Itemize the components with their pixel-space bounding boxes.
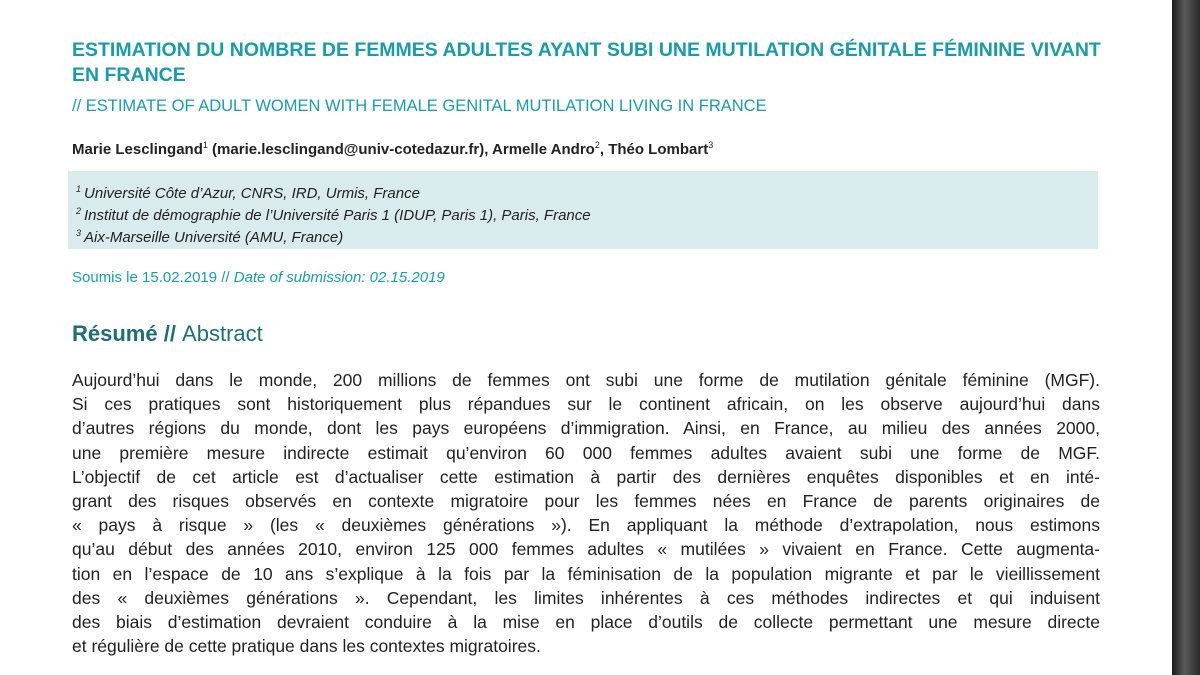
- author-name: Armelle Andro: [492, 141, 595, 158]
- abstract-line: d’autres régions du monde, dont les pays européens d’immigration. Ainsi, en France, au milieu des années 2000,: [72, 418, 1100, 439]
- author-name: Marie Lesclingand: [72, 141, 203, 158]
- author-contact: (marie.lesclingand@univ-cotedazur.fr),: [207, 141, 493, 158]
- abstract-line: des biais d’estimation devraient conduire à la mise en place d’outils de collecte permettant une mesure directe: [72, 612, 1100, 633]
- affiliation-item: [76, 224, 1086, 247]
- abstract-line: L’objectif de cet article est d’actualiser cette estimation à partir des dernières enquêtes disponibles et en inté-: [72, 466, 1100, 487]
- abstract-heading-separator: //: [157, 321, 183, 346]
- article-title-en: // ESTIMATE OF ADULT WOMEN WITH FEMALE GENITAL MUTILATION LIVING IN FRANCE: [72, 97, 767, 115]
- author-list: [72, 135, 1132, 160]
- affiliation-text: Institut de démographie de l’Université Paris 1 (IDUP, Paris 1), Paris, France: [84, 207, 591, 224]
- affiliation-number: 2: [76, 206, 82, 216]
- abstract-heading-en: Abstract: [182, 321, 263, 346]
- affiliation-item: [76, 202, 1086, 225]
- affiliation-item: [76, 180, 1086, 203]
- affiliation-text: Aix-Marseille Université (AMU, France): [84, 229, 344, 246]
- abstract-line: Si ces pratiques sont historiquement plus répandues sur le continent africain, on les observe aujourd’hui dans: [72, 394, 1100, 415]
- affiliation-number: 1: [76, 184, 82, 194]
- abstract-line: grant des risques observés en contexte migratoire pour les femmes nées en France de parents originaires de: [72, 491, 1100, 512]
- abstract-line: une première mesure indirecte estimait qu’environ 60 000 femmes adultes avaient subi une forme de MGF.: [72, 442, 1100, 463]
- author-affiliation-mark: 1: [202, 140, 208, 150]
- affiliation-text: Université Côte d’Azur, CNRS, IRD, Urmis, France: [84, 185, 420, 202]
- article-title-fr: ESTIMATION DU NOMBRE DE FEMMES ADULTES AYANT SUBI UNE MUTILATION GÉNITALE FÉMININE VIVANT EN FRANCE: [72, 39, 1101, 86]
- author-affiliation-mark: 3: [708, 140, 714, 150]
- abstract-heading: [72, 321, 263, 347]
- abstract-line: et régulière de cette pratique dans les contextes migratoires.: [72, 636, 541, 657]
- abstract-heading-fr: Résumé: [72, 321, 158, 346]
- page-edge-shadow: [1172, 0, 1200, 675]
- submission-date: [72, 268, 445, 288]
- abstract-body: [72, 368, 1100, 658]
- abstract-line: qu’au début des années 2010, environ 125 000 femmes adultes « mutilées » vivaient en France. Cette augmenta-: [72, 539, 1100, 560]
- affiliations-box: [68, 171, 1098, 249]
- author-name: Théo Lombart: [608, 141, 709, 158]
- affiliation-number: 3: [76, 228, 82, 238]
- author-separator: ,: [599, 141, 609, 158]
- author-affiliation-mark: 2: [594, 140, 600, 150]
- abstract-line: « pays à risque » (les « deuxièmes générations »). En appliquant la méthode d’extrapolation, nous estimons: [72, 515, 1100, 536]
- submission-date-en: Date of submission: 02.15.2019: [233, 269, 445, 286]
- abstract-line: tion en l’espace de 10 ans s’explique à la fois par la féminisation de la population migrante et par le vieillissement: [72, 563, 1100, 584]
- abstract-line: des « deuxièmes générations ». Cependant, les limites inhérentes à ces méthodes indirectes et qui induisent: [72, 587, 1100, 608]
- abstract-line: Aujourd’hui dans le monde, 200 millions de femmes ont subi une forme de mutilation génitale féminine (MGF).: [72, 370, 1100, 390]
- submission-date-fr: Soumis le 15.02.2019: [72, 269, 218, 286]
- submission-separator: //: [217, 269, 234, 286]
